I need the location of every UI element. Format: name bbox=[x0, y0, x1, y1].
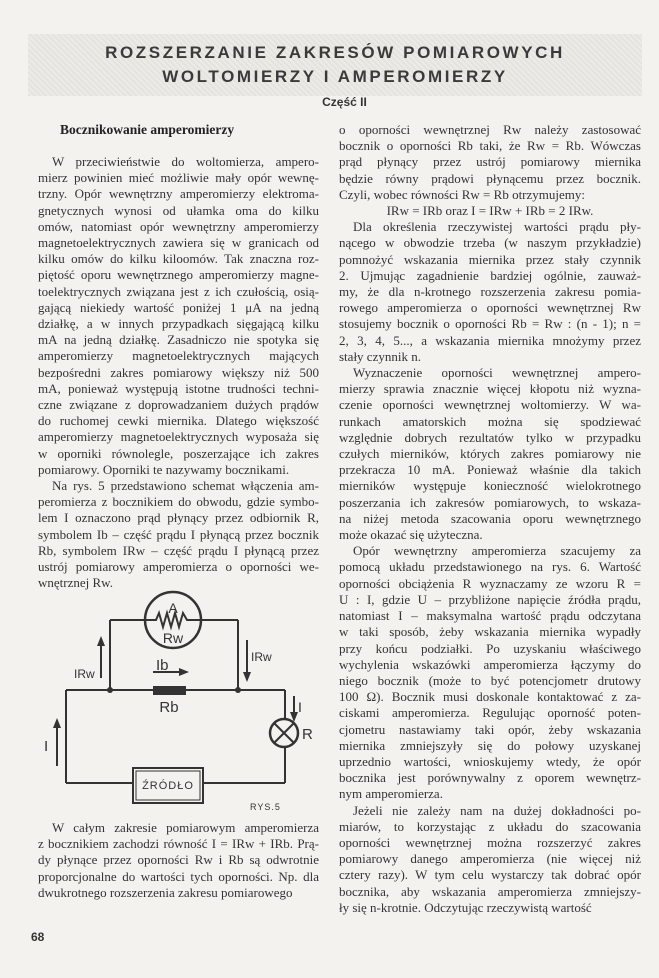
text-line: o oporności wewnętrznej Rw należy zastosować bbox=[339, 122, 641, 137]
text-line: gającą niekiedy wartość poniżej 1 μA na jedną bbox=[38, 299, 319, 315]
text-line: będzie równy prądowi płynącemu przez bocznik. bbox=[339, 170, 641, 186]
text-line: czne związane z doprowadzaniem dużych prądów bbox=[38, 397, 319, 413]
text-line: piętość oporu wewnętrznego amperomierzy magne- bbox=[38, 267, 319, 283]
text-line: bocznik o oporności Rb taki, że Rw = Rb. Wówczas bbox=[339, 138, 641, 154]
text-line: działkę, a w innych przypadkach sięgającą kilku bbox=[38, 316, 319, 332]
text-line: na niżej metoda szacowania oporu wewnętrznego bbox=[339, 510, 641, 526]
text-line: oporności obciążenia R wyznaczamy ze wzoru R = bbox=[339, 575, 641, 591]
formula: IRw = IRb oraz I = IRw + IRb = 2 IRw. bbox=[386, 203, 594, 219]
text-line: mA, ponieważ występują istotne trudności techni- bbox=[38, 380, 319, 396]
text-line: bocznika, aby wskazania amperomierza zmniejszy- bbox=[339, 883, 641, 899]
text-line: czułych mierników, których zakres pomiarowy nie bbox=[339, 446, 641, 462]
text-line: peromierza z bocznikiem do obwodu, gdzie symbo- bbox=[38, 494, 319, 510]
text-line: lem I oznaczono prąd płynący przez odbiornik R, bbox=[38, 510, 319, 526]
page-number: 68 bbox=[31, 930, 45, 944]
text-line: mA na jedną działkę. Zasadniczo nie spotyka się bbox=[38, 332, 319, 348]
text-line: miarów, to korzystając z układu do szacowania bbox=[339, 818, 641, 834]
text-line: oporności wewnętrznej można rozszerzyć zakres bbox=[339, 834, 641, 850]
article-title-line-1: ROZSZERZANIE ZAKRESÓW POMIAROWYCH bbox=[105, 43, 565, 62]
label-i-left: I bbox=[44, 738, 49, 755]
text-line: kilku omów do kilku kiloomów. Tak znaczna roz- bbox=[38, 251, 319, 267]
text-line: trzny. Opór wewnętrzny amperomierzy elektroma- bbox=[38, 186, 319, 202]
label-i-right: I bbox=[298, 699, 302, 715]
text-line: mierz powinien mieć możliwie mały opór wewnę- bbox=[38, 170, 319, 186]
text-line: względnie dobrych rezultatów tylko w przypadku bbox=[339, 429, 641, 445]
text-line: Rb, symbolem IRw – część prądu I płynącą przez bbox=[38, 542, 319, 558]
text-line: Jeżeli nie zależy nam na dużej dokładności po- bbox=[353, 802, 641, 818]
text-line: 100 Ω). Bocznik musi doskonale kontaktować z za- bbox=[339, 689, 641, 705]
text-line: natomiast I – maksymalna wartość prądu odczytana bbox=[339, 608, 641, 624]
text-line: pomocą układu przedstawionego na rys. 6. Wartość bbox=[339, 559, 641, 575]
article-title-line-2: WOLTOMIERZY I AMPEROMIERZY bbox=[162, 67, 508, 86]
text-line: U : I, gdzie U – przybliżone napięcie źródła prądu, bbox=[339, 591, 641, 607]
text-line: magnetoelektrycznych zawiera się w granicach od bbox=[38, 235, 319, 251]
text-line: przy końcu podziałki. Po uzyskaniu właściwego bbox=[339, 640, 641, 656]
text-line: poszerzania ich zakresów pomiarowych, to wskaza- bbox=[339, 494, 641, 510]
text-line: w oporniki równolegle, poszerzające ich zakres bbox=[38, 445, 319, 461]
label-r: R bbox=[302, 726, 313, 743]
label-irw-right: IRw bbox=[251, 650, 272, 664]
text-line: bocznika jest porównywalny z oporem wewnętrz- bbox=[339, 770, 641, 786]
text-line: dy płynące przez oporności Rw i Rb są odwrotnie bbox=[38, 852, 319, 868]
text-line: Na rys. 5 przedstawiono schemat włączenia am- bbox=[52, 478, 319, 494]
text-line: proporcjonalne do wartości tych oporności. Np. dla bbox=[38, 868, 319, 884]
text-line: W przeciwieństwie do woltomierza, ampero- bbox=[52, 154, 319, 169]
text-line: mierników występuje konieczność wielokrotnego bbox=[339, 478, 641, 494]
circuit-diagram-fig5 bbox=[40, 588, 320, 818]
text-line: prąd płynący przez ustrój pomiarowy miernika bbox=[339, 154, 641, 170]
text-line: pomnożyć wskazania miernika przez stały czynnik bbox=[339, 251, 641, 267]
text-line: stały czynnik n. bbox=[339, 348, 421, 364]
right-column-text bbox=[339, 122, 641, 916]
shunt-resistor-rb bbox=[153, 686, 186, 695]
text-line: ustrój pomiarowy amperomierza o oporności we- bbox=[38, 559, 319, 575]
text-line: amperomierzy magnetoelektrycznych mających bbox=[38, 348, 319, 364]
text-line: miernika zmniejszyły się do połowy uzyskanej bbox=[339, 737, 641, 753]
text-line: czenie oporności wewnętrznej woltomierzy. W wa- bbox=[339, 397, 641, 413]
left-column-text-after-figure bbox=[38, 820, 319, 901]
text-line: ciskami amperomierza. Regulując oporność poten- bbox=[339, 705, 641, 721]
source-label: ŹRÓDŁO bbox=[142, 780, 194, 792]
text-line: 2, 3, 4, 5..., a wskazania miernika mnożymy przez bbox=[339, 332, 641, 348]
text-line: 2. Ujmując zagadnienie bardziej ogólnie, zauważ- bbox=[339, 267, 641, 283]
text-line: ły się n-krotnie. Odczytując rzeczywistą wartość bbox=[339, 899, 592, 915]
text-line: toelektrycznych związana jest z ich czułością, osią- bbox=[38, 283, 319, 299]
text-line: runkach amatorskich można się spodziewać bbox=[339, 413, 641, 429]
text-line: uprzednio wartości, wnioskujemy wtedy, że opór bbox=[339, 753, 641, 769]
text-line: pomiarowy. Oporniki te nazywamy bocznikami. bbox=[38, 461, 290, 477]
text-line: my, że dla n-krotnego rozszerzenia zakresu pomia- bbox=[339, 284, 641, 300]
text-line: do ruchomej cewki miernika. Dlatego większość bbox=[38, 413, 319, 429]
part-label: Część II bbox=[322, 95, 367, 109]
text-line: nym amperomierza. bbox=[339, 786, 443, 802]
meter-label: A bbox=[168, 600, 178, 616]
title-banner bbox=[28, 34, 642, 96]
text-line: dwukrotnego rozszerzenia zakresu pomiarowego bbox=[38, 884, 293, 900]
text-line: niego bocznik (może to być potencjometr drutowy bbox=[339, 672, 641, 688]
text-line: pomiarowy danego amperomierza (nie więcej niż bbox=[339, 851, 641, 867]
label-rb: Rb bbox=[159, 699, 179, 716]
text-line: nącego w obwodzie trzeba (w naszym przykładzie) bbox=[339, 235, 641, 251]
text-line: cztery razy). W tym celu wystarczy tak dobrać opór bbox=[339, 867, 641, 883]
text-line: omów, natomiast opór wewnętrzny amperomierzy bbox=[38, 218, 319, 234]
text-line: w taki sposób, żeby wskazania miernika wypadły bbox=[339, 624, 641, 640]
label-irw-left: IRw bbox=[74, 667, 95, 681]
text-line: Wyznaczenie oporności wewnętrznej ampero- bbox=[353, 365, 641, 381]
text-line: wnętrznej Rw. bbox=[38, 575, 113, 591]
text-line: wychylenia wskazówki amperomierza łączymy do bbox=[339, 656, 641, 672]
text-line: Czyli, wobec równości Rw = Rb otrzymujemy: bbox=[339, 186, 585, 202]
text-line: cjometru nastawiamy taki opór, żeby wskazania bbox=[339, 721, 641, 737]
text-line: amperomierzy magnetoelektrycznych wyposaża się bbox=[38, 429, 319, 445]
section-title: Bocznikowanie amperomierzy bbox=[60, 122, 235, 137]
text-line: W całym zakresie pomiarowym amperomierza bbox=[52, 820, 319, 835]
figure-caption: RYS.5 bbox=[250, 802, 281, 812]
text-line: z bocznikiem zachodzi równość I = IRw + IRb. Prą- bbox=[38, 836, 319, 852]
text-line: może okazać się użyteczna. bbox=[339, 527, 483, 543]
text-line: bezpośredni zakres pomiarowy większy niż 500 bbox=[38, 364, 319, 380]
meter-resistance-label: Rw bbox=[162, 630, 184, 646]
text-line: przekracza 10 mA. Ponieważ właśnie dla takich bbox=[339, 462, 641, 478]
text-line: mierzy sprawia znacznie więcej kłopotu niż wyzna- bbox=[339, 381, 641, 397]
text-line: gnetycznych wynosi od ułamka oma do kilku bbox=[38, 202, 319, 218]
text-line: stosujemy bocznik o oporności Rb = Rw : (n - 1); n = bbox=[339, 316, 641, 332]
left-column-text bbox=[38, 154, 319, 591]
label-ib: Ib bbox=[156, 657, 169, 674]
text-line: Dla określenia rzeczywistej wartości prądu pły- bbox=[353, 219, 641, 235]
text-line: rowego amperomierza o oporności wewnętrznej Rw bbox=[339, 300, 641, 316]
text-line: Opór wewnętrzny amperomierza szacujemy za bbox=[353, 543, 641, 559]
text-line: symbolem Ib – część prądu I płynącą przez bocznik bbox=[38, 526, 319, 542]
